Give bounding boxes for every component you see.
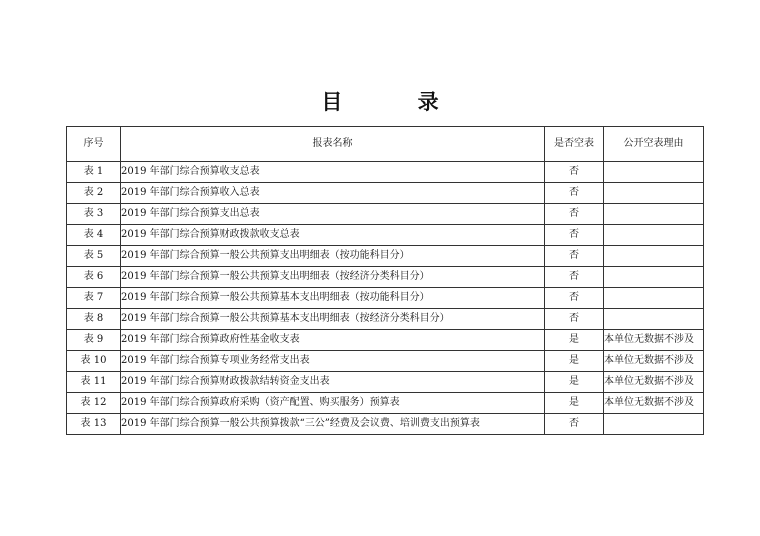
row-empty: 否 bbox=[545, 183, 604, 204]
header-empty: 是否空表 bbox=[545, 127, 604, 162]
row-no: 表 8 bbox=[67, 309, 121, 330]
table-row bbox=[67, 309, 704, 330]
row-reason bbox=[604, 267, 704, 288]
table-row bbox=[67, 372, 704, 393]
table-row bbox=[67, 330, 704, 351]
header-name: 报表名称 bbox=[121, 127, 545, 162]
row-name: 2019 年部门综合预算收入总表 bbox=[121, 183, 545, 204]
table-row bbox=[67, 162, 704, 183]
table-row bbox=[67, 204, 704, 225]
row-reason: 本单位无数据不涉及 bbox=[604, 330, 704, 351]
row-name: 2019 年部门综合预算专项业务经常支出表 bbox=[121, 351, 545, 372]
row-empty: 是 bbox=[545, 330, 604, 351]
toc-table bbox=[66, 126, 704, 435]
row-empty: 否 bbox=[545, 309, 604, 330]
row-empty: 是 bbox=[545, 372, 604, 393]
row-reason bbox=[604, 162, 704, 183]
row-no: 表 2 bbox=[67, 183, 121, 204]
row-name: 2019 年部门综合预算收支总表 bbox=[121, 162, 545, 183]
table-header-row bbox=[67, 127, 704, 162]
table-row bbox=[67, 351, 704, 372]
row-no: 表 11 bbox=[67, 372, 121, 393]
table-row bbox=[67, 246, 704, 267]
row-reason: 本单位无数据不涉及 bbox=[604, 372, 704, 393]
row-no: 表 12 bbox=[67, 393, 121, 414]
row-reason bbox=[604, 288, 704, 309]
row-empty: 是 bbox=[545, 393, 604, 414]
row-name: 2019 年部门综合预算一般公共预算支出明细表（按经济分类科目分） bbox=[121, 267, 545, 288]
row-reason bbox=[604, 183, 704, 204]
row-reason bbox=[604, 246, 704, 267]
row-no: 表 4 bbox=[67, 225, 121, 246]
row-name: 2019 年部门综合预算一般公共预算基本支出明细表（按经济分类科目分） bbox=[121, 309, 545, 330]
row-name: 2019 年部门综合预算财政拨款结转资金支出表 bbox=[121, 372, 545, 393]
table-row bbox=[67, 393, 704, 414]
row-no: 表 5 bbox=[67, 246, 121, 267]
table-row bbox=[67, 414, 704, 435]
row-empty: 否 bbox=[545, 288, 604, 309]
row-empty: 否 bbox=[545, 246, 604, 267]
row-name: 2019 年部门综合预算一般公共预算基本支出明细表（按功能科目分） bbox=[121, 288, 545, 309]
header-no: 序号 bbox=[67, 127, 121, 162]
table-row bbox=[67, 267, 704, 288]
row-empty: 否 bbox=[545, 267, 604, 288]
page-title: 目 录 bbox=[321, 89, 473, 114]
row-reason bbox=[604, 204, 704, 225]
row-empty: 是 bbox=[545, 351, 604, 372]
row-name: 2019 年部门综合预算一般公共预算拨款“三公”经费及会议费、培训费支出预算表 bbox=[121, 414, 545, 435]
row-no: 表 3 bbox=[67, 204, 121, 225]
row-empty: 否 bbox=[545, 225, 604, 246]
row-no: 表 9 bbox=[67, 330, 121, 351]
row-name: 2019 年部门综合预算支出总表 bbox=[121, 204, 545, 225]
row-name: 2019 年部门综合预算一般公共预算支出明细表（按功能科目分） bbox=[121, 246, 545, 267]
header-reason: 公开空表理由 bbox=[604, 127, 704, 162]
row-no: 表 6 bbox=[67, 267, 121, 288]
row-name: 2019 年部门综合预算政府性基金收支表 bbox=[121, 330, 545, 351]
row-no: 表 10 bbox=[67, 351, 121, 372]
row-no: 表 7 bbox=[67, 288, 121, 309]
table-row bbox=[67, 288, 704, 309]
table-row bbox=[67, 225, 704, 246]
row-empty: 否 bbox=[545, 162, 604, 183]
table-row bbox=[67, 183, 704, 204]
row-reason bbox=[604, 225, 704, 246]
row-reason bbox=[604, 414, 704, 435]
row-reason bbox=[604, 309, 704, 330]
row-name: 2019 年部门综合预算财政拨款收支总表 bbox=[121, 225, 545, 246]
row-reason: 本单位无数据不涉及 bbox=[604, 393, 704, 414]
row-empty: 否 bbox=[545, 414, 604, 435]
row-name: 2019 年部门综合预算政府采购（资产配置、购买服务）预算表 bbox=[121, 393, 545, 414]
row-reason: 本单位无数据不涉及 bbox=[604, 351, 704, 372]
row-empty: 否 bbox=[545, 204, 604, 225]
row-no: 表 1 bbox=[67, 162, 121, 183]
row-no: 表 13 bbox=[67, 414, 121, 435]
